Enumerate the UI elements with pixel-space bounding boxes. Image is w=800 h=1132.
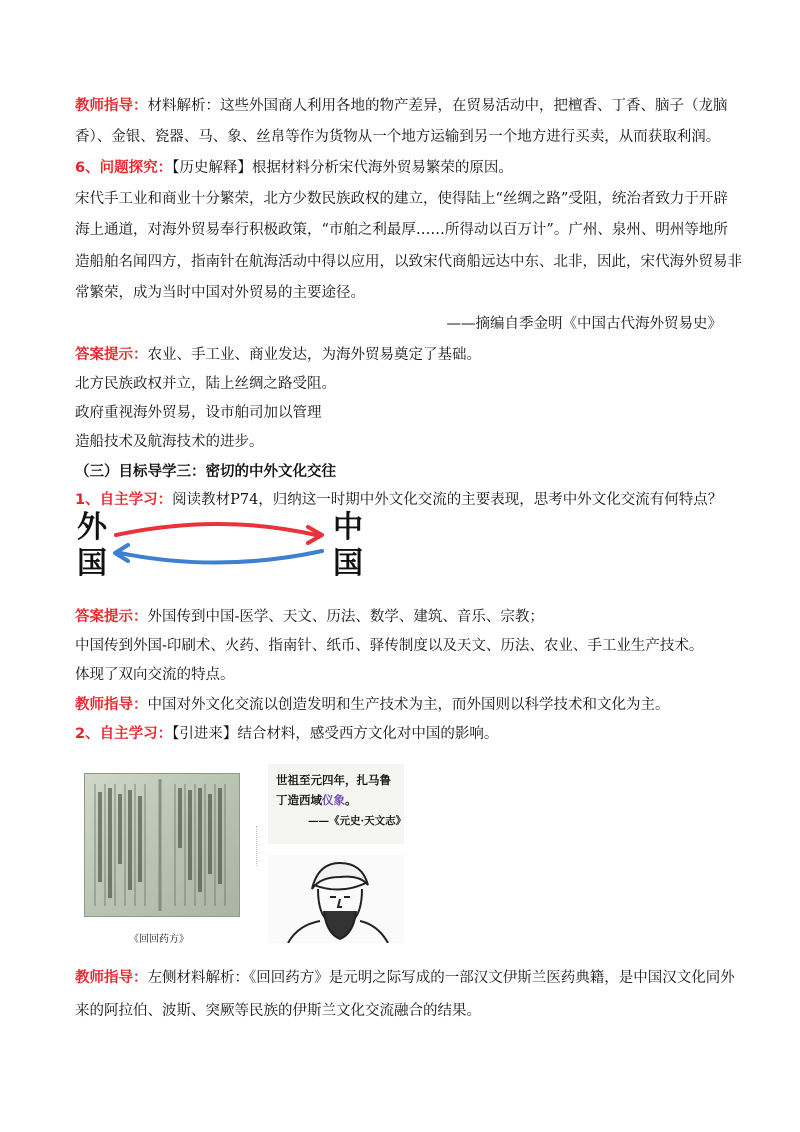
quote-source: ——《元史·天文志》 — [308, 815, 407, 827]
china-char-1: 中 — [333, 510, 363, 545]
self-study-1 — [75, 490, 722, 510]
material-line-2: 海上通道，对海外贸易奉行积极政策，“市舶之利最厚……所得动以百万计”。广州、泉州、明州等地所 — [75, 222, 728, 238]
self-study-label: 2、自主学习： — [75, 726, 173, 742]
answer-2-line-2: 中国传到外国-印刷术、火药、指南针、纸币、驿传制度以及天文、历法、农业、手工业生产技术。 — [75, 638, 704, 654]
teacher-guide-text: 材料解析：这些外国商人利用各地的物产差异，在贸易活动中，把檀香、丁香、脑子（龙脑 — [147, 98, 728, 114]
portrait-drawing — [268, 855, 404, 943]
quote-line-1: 世祖至元四年，扎马鲁 — [276, 773, 391, 787]
answer-text: 外国传到中国-医学、天文、历法、数学、建筑、音乐、宗教； — [147, 609, 544, 625]
foreign-char-2: 国 — [77, 546, 107, 581]
teacher-guide-label: 教师指导： — [75, 697, 148, 713]
quote-text: 丁造西域 — [276, 793, 322, 807]
teacher-guide-1 — [75, 96, 728, 116]
quote-highlight: 仪象 — [322, 793, 345, 807]
foreign-char-1: 外 — [77, 510, 107, 545]
answer-hint-1 — [75, 345, 481, 365]
section-heading: （三）目标导学三：密切的中外文化交往 — [75, 464, 336, 480]
teacher-guide-3 — [75, 968, 735, 988]
figure-divider — [256, 826, 259, 866]
quote-text: 。 — [345, 793, 357, 807]
answer-text: 农业、手工业、商业发达，为海外贸易奠定了基础。 — [147, 347, 481, 363]
question-text: 【历史解释】根据材料分析宋代海外贸易繁荣的原因。 — [172, 160, 513, 176]
answer-label: 答案提示： — [75, 347, 148, 363]
teacher-guide-text: 左侧材料解析：《回回药方》是元明之际写成的一部汉文伊斯兰医药典籍，是中国汉文化同外 — [147, 970, 735, 986]
answer-hint-2 — [75, 607, 544, 627]
self-study-text: 阅读教材P74，归纳这一时期中外文化交流的主要表现，思考中外文化交流有何特点？ — [172, 492, 723, 508]
jamal-ad-din-portrait — [268, 855, 404, 943]
self-study-text: 【引进来】结合材料，感受西方文化对中国的影响。 — [172, 726, 499, 742]
self-study-2 — [75, 724, 498, 744]
teacher-guide-label: 教师指导： — [75, 98, 148, 114]
teacher-guide-1-line2: 香）、金银、瓷器、马、象、丝帛等作为货物从一个地方运输到另一个地方进行买卖，从而获取利润。 — [75, 129, 721, 145]
question-label: 6、问题探究： — [75, 160, 173, 176]
question-6 — [75, 158, 513, 178]
yuan-history-quote — [268, 764, 407, 844]
exchange-arrows — [110, 515, 330, 573]
material-line-1: 宋代手工业和商业十分繁荣，北方少数民族政权的建立，使得陆上“丝绸之路”受阻，统治者致力于开辟 — [75, 191, 728, 207]
answer-1-line-3: 政府重视海外贸易，设市舶司加以管理 — [75, 405, 322, 421]
arrow-to-china — [116, 524, 316, 535]
teacher-guide-2 — [75, 695, 670, 715]
huihui-prescription-book-image — [84, 773, 240, 917]
teacher-guide-label: 教师指导： — [75, 970, 148, 986]
teacher-guide-3-line2: 来的阿拉伯、波斯、突厥等民族的伊斯兰文化交流融合的结果。 — [75, 1003, 481, 1019]
book-page-lines — [85, 774, 239, 916]
answer-1-line-2: 北方民族政权并立，陆上丝绸之路受阻。 — [75, 376, 336, 392]
quote-line-2 — [276, 792, 357, 808]
teacher-guide-text: 中国对外文化交流以创造发明和生产技术为主，而外国则以科学技术和文化为主。 — [147, 697, 670, 713]
answer-2-line-3: 体现了双向交流的特点。 — [75, 667, 235, 683]
material-line-4: 常繁荣，成为当时中国对外贸易的主要途径。 — [75, 285, 365, 301]
material-line-3: 造船舶名闻四方，指南针在航海活动中得以应用，以致宋代商船远达中东、北非，因此，宋代海外贸易非 — [75, 254, 742, 270]
answer-label: 答案提示： — [75, 609, 148, 625]
arrow-to-foreign — [120, 551, 322, 563]
china-char-2: 国 — [333, 546, 363, 581]
book-caption: 《回回药方》 — [129, 934, 189, 945]
self-study-label: 1、自主学习： — [75, 492, 173, 508]
answer-1-line-4: 造船技术及航海技术的进步。 — [75, 434, 264, 450]
material-source: ——摘编自季金明《中国古代海外贸易史》 — [446, 316, 722, 332]
